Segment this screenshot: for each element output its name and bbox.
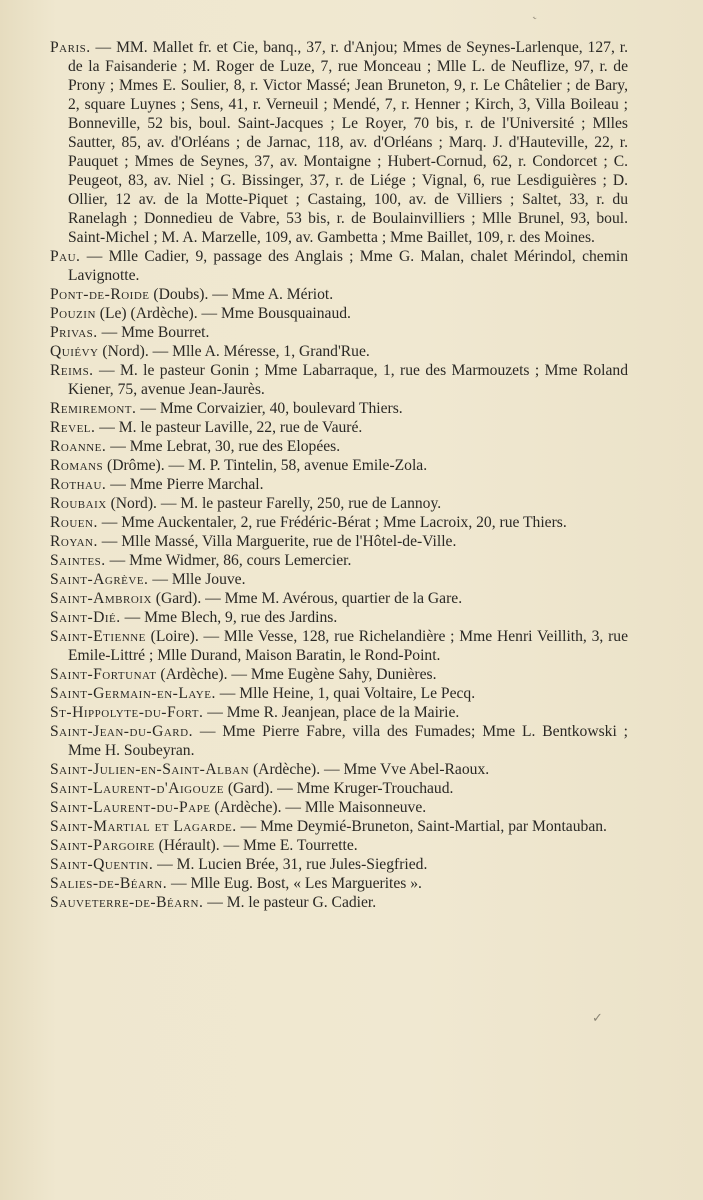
entry-city: Rouen. bbox=[50, 514, 98, 531]
entry-city: Saint-Jean-du-Gard. bbox=[50, 723, 193, 740]
entry-city: Sauveterre-de-Béarn. bbox=[50, 894, 204, 911]
entry-city: Saint-Germain-en-Laye. bbox=[50, 685, 216, 702]
entry-text: — Mlle Heine, 1, quai Voltaire, Le Pecq. bbox=[215, 685, 476, 702]
address-entry bbox=[50, 608, 628, 627]
address-entry bbox=[50, 38, 628, 247]
page-mark: ˞ bbox=[533, 10, 538, 25]
entry-city: Saint-Pargoire bbox=[50, 837, 155, 854]
address-entry bbox=[50, 836, 628, 855]
entry-city: Pont-de-Roide bbox=[50, 286, 150, 303]
entry-city: Salies-de-Béarn. bbox=[50, 875, 168, 892]
entry-text: — Mme Deymié-Bruneton, Saint-Martial, par Montauban. bbox=[236, 818, 607, 835]
address-entry bbox=[50, 722, 628, 760]
entry-city: Reims. bbox=[50, 362, 94, 379]
entry-text: — Mme Bourret. bbox=[97, 324, 210, 341]
entry-text: — Mme Auckentaler, 2, rue Frédéric-Bérat ; Mme Lacroix, 20, rue Thiers. bbox=[97, 514, 567, 531]
address-entry bbox=[50, 627, 628, 665]
entry-text: — M. le pasteur Laville, 22, rue de Vauré. bbox=[95, 419, 363, 436]
address-entry bbox=[50, 285, 628, 304]
entry-city: Privas. bbox=[50, 324, 98, 341]
address-entry bbox=[50, 779, 628, 798]
address-entry bbox=[50, 513, 628, 532]
entry-text: (Nord). — Mlle A. Méresse, 1, Grand'Rue. bbox=[98, 343, 370, 360]
entry-city: Pau. bbox=[50, 248, 81, 265]
entry-city: Roubaix bbox=[50, 495, 107, 512]
address-entry bbox=[50, 418, 628, 437]
address-entry bbox=[50, 342, 628, 361]
entry-city: Romans bbox=[50, 457, 104, 474]
address-entry bbox=[50, 703, 628, 722]
address-entry bbox=[50, 684, 628, 703]
entry-text: — M. Lucien Brée, 31, rue Jules-Siegfried. bbox=[153, 856, 428, 873]
entry-text: — Mlle Cadier, 9, passage des Anglais ; Mme G. Malan, chalet Mérindol, chemin Lavignotte. bbox=[68, 248, 628, 284]
entry-city: Saint-Quentin. bbox=[50, 856, 154, 873]
entry-city: Remiremont. bbox=[50, 400, 137, 417]
entry-text: (Ardèche). — Mlle Maisonneuve. bbox=[210, 799, 427, 816]
address-entry bbox=[50, 551, 628, 570]
entry-text: (Ardèche). — Mme Vve Abel-Raoux. bbox=[249, 761, 490, 778]
entry-city: Quiévy bbox=[50, 343, 99, 360]
entry-text: — Mme Blech, 9, rue des Jardins. bbox=[120, 609, 338, 626]
entry-text: — Mlle Massé, Villa Marguerite, rue de l'Hôtel-de-Ville. bbox=[97, 533, 457, 550]
entry-text: — Mlle Eug. Bost, « Les Marguerites ». bbox=[167, 875, 422, 892]
entry-city: Saint-Fortunat bbox=[50, 666, 157, 683]
entry-city: Pouzin bbox=[50, 305, 96, 322]
entry-text: (Loire). — Mlle Vesse, 128, rue Richelandière ; Mme Henri Veillith, 3, rue Emile-Littré ; Mlle Durand, Maison Baratin, le Rond-Point. bbox=[68, 628, 628, 664]
address-entry bbox=[50, 304, 628, 323]
address-entry bbox=[50, 532, 628, 551]
entry-text: (Ardèche). — Mme Eugène Sahy, Dunières. bbox=[156, 666, 437, 683]
entry-text: (Gard). — Mme Kruger-Trouchaud. bbox=[223, 780, 454, 797]
address-entry bbox=[50, 399, 628, 418]
entry-text: — M. le pasteur G. Cadier. bbox=[203, 894, 377, 911]
entry-text: — Mme R. Jeanjean, place de la Mairie. bbox=[203, 704, 460, 721]
entry-text: (Nord). — M. le pasteur Farelly, 250, rue de Lannoy. bbox=[106, 495, 442, 512]
address-entry bbox=[50, 247, 628, 285]
address-entry bbox=[50, 456, 628, 475]
entry-city: Saint-Laurent-d'Aigouze bbox=[50, 780, 224, 797]
entry-city: St-Hippolyte-du-Fort. bbox=[50, 704, 204, 721]
address-entry bbox=[50, 893, 628, 912]
entry-city: Roanne. bbox=[50, 438, 107, 455]
address-entry bbox=[50, 361, 628, 399]
entry-city: Saint-Martial et Lagarde. bbox=[50, 818, 237, 835]
entry-city: Royan. bbox=[50, 533, 98, 550]
entry-city: Saint-Agrève. bbox=[50, 571, 149, 588]
entry-city: Saint-Ambroix bbox=[50, 590, 152, 607]
address-entry bbox=[50, 494, 628, 513]
entry-text: (Gard). — Mme M. Avérous, quartier de la Gare. bbox=[151, 590, 463, 607]
entry-city: Saint-Etienne bbox=[50, 628, 146, 645]
entry-text: (Hérault). — Mme E. Tourrette. bbox=[154, 837, 358, 854]
pencil-mark: ✓ bbox=[592, 1010, 603, 1025]
entry-text: — M. le pasteur Gonin ; Mme Labarraque, 1, rue des Marmouzets ; Mme Roland Kiener, 75, avenue Jean-Jaurès. bbox=[68, 362, 628, 398]
entry-city: Saint-Dié. bbox=[50, 609, 121, 626]
entry-city: Saintes. bbox=[50, 552, 106, 569]
entry-city: Paris. bbox=[50, 39, 91, 56]
entry-city: Saint-Julien-en-Saint-Alban bbox=[50, 761, 250, 778]
address-entry bbox=[50, 665, 628, 684]
address-entry bbox=[50, 589, 628, 608]
entry-text: — Mme Pierre Fabre, villa des Fumades; Mme L. Bentkowski ; Mme H. Soubeyran. bbox=[68, 723, 628, 759]
address-list bbox=[50, 38, 628, 912]
address-entry bbox=[50, 798, 628, 817]
address-entry bbox=[50, 570, 628, 589]
address-entry bbox=[50, 323, 628, 342]
entry-text: (Doubs). — Mme A. Mériot. bbox=[149, 286, 334, 303]
entry-city: Saint-Laurent-du-Pape bbox=[50, 799, 211, 816]
address-entry bbox=[50, 817, 628, 836]
address-entry bbox=[50, 475, 628, 494]
entry-text: — MM. Mallet fr. et Cie, banq., 37, r. d'Anjou; Mmes de Seynes-Larlenque, 127, r. de la Faisanderie ; M. Roger de Luze, 7, rue Monceau ; Mlle L. de Neuflize, 97, r. de Prony ; Mmes E. Soulier, 8, r. Victor Massé; Jean Bruneton, 9, r. Le Châtelier ; de Bary, 2, square Luynes ; Sens, 41, r. Verneuil ; Mendé, 7, r. Henner ; Kirch, 3, Villa Boileau ; Bonneville, 52 bis, boul. Saint-Jacques ; Le Royer, 70 bis, r. de l'Université ; Mlles Sautter, 85, av. d'Orléans ; de Jarnac, 118, av. d'Orléans ; Marq. J. d'Hauteville, 22, r. Pauquet ; Mmes de Seynes, 37, av. Montaigne ; Hubert-Cornud, 62, r. Condorcet ; C. Peugeot, 83, av. Niel ; G. Bissinger, 37, r. de Liége ; Vignal, 6, rue Lesdiguières ; D. Ollier, 12 av. de la Motte-Piquet ; Castaing, 100, av. de Villiers ; Saltet, 33, r. du Ranelagh ; Donnedieu de Vabre, 53 bis, r. de Boulainvilliers ; Mlle Brunel, 93, boul. Saint-Michel ; M. A. Marzelle, 109, av. Gambetta ; Mme Baillet, 109, r. des Moines. bbox=[68, 39, 628, 246]
entry-text: — Mlle Jouve. bbox=[148, 571, 246, 588]
entry-city: Rothau. bbox=[50, 476, 107, 493]
entry-city: Revel. bbox=[50, 419, 96, 436]
entry-text: — Mme Pierre Marchal. bbox=[106, 476, 264, 493]
entry-text: (Drôme). — M. P. Tintelin, 58, avenue Emile-Zola. bbox=[103, 457, 428, 474]
entry-text: (Le) (Ardèche). — Mme Bousquainaud. bbox=[95, 305, 351, 322]
entry-text: — Mme Widmer, 86, cours Lemercier. bbox=[105, 552, 352, 569]
entry-text: — Mme Corvaizier, 40, boulevard Thiers. bbox=[136, 400, 403, 417]
address-entry bbox=[50, 855, 628, 874]
address-entry bbox=[50, 437, 628, 456]
address-entry bbox=[50, 760, 628, 779]
address-entry bbox=[50, 874, 628, 893]
entry-text: — Mme Lebrat, 30, rue des Elopées. bbox=[106, 438, 341, 455]
